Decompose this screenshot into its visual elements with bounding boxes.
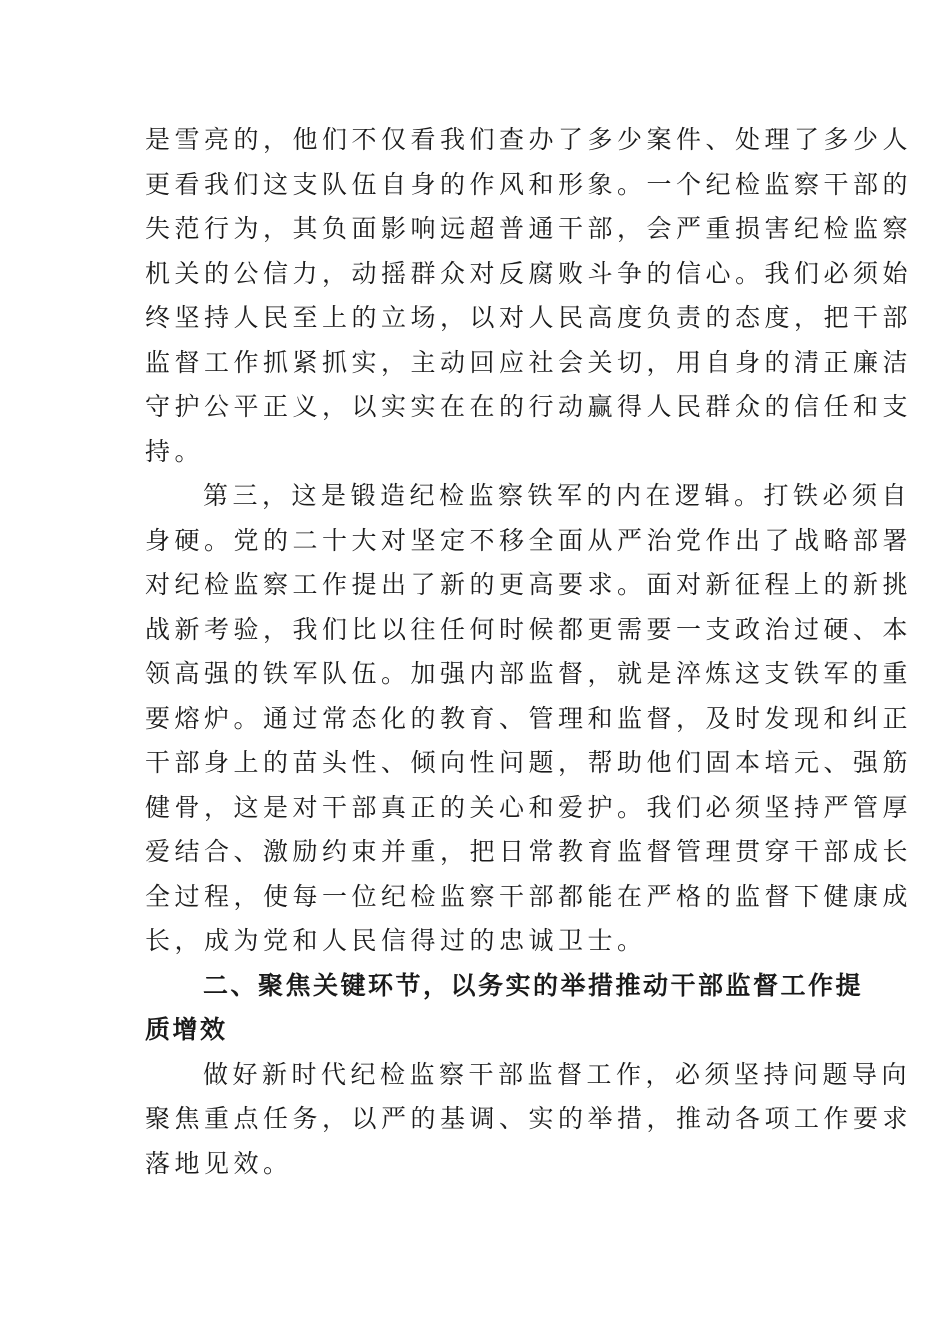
text-line: 要熔炉。通过常态化的教育、管理和监督，及时发现和纠正 xyxy=(145,703,913,733)
text-line-first: 第三，这是锻造纪检监察铁军的内在逻辑。打铁必须自 xyxy=(203,481,912,510)
section-heading xyxy=(145,964,864,1053)
text-line: 爱结合、激励约束并重，把日常教育监督管理贯穿干部成长 xyxy=(145,837,913,866)
text-line: 终坚持人民至上的立场，以对人民高度负责的态度，把干部 xyxy=(145,303,913,332)
paragraph-1 xyxy=(145,118,913,474)
text-line: 领高强的铁军队伍。加强内部监督，就是淬炼这支铁军的重 xyxy=(145,659,913,688)
heading-line-first: 二、聚焦关键环节，以务实的举措推动干部监督工作提 xyxy=(203,970,864,1000)
paragraph-3 xyxy=(145,1053,913,1187)
text-line: 更看我们这支队伍自身的作风和形象。一个纪检监察干部的 xyxy=(145,169,913,199)
text-line: 聚焦重点任务，以严的基调、实的举措，推动各项工作要求 xyxy=(145,1104,913,1133)
text-line: 守护公平正义，以实实在在的行动赢得人民群众的信任和支 xyxy=(145,392,913,421)
paragraph-2 xyxy=(145,474,913,964)
text-line-first: 做好新时代纪检监察干部监督工作，必须坚持问题导向 xyxy=(203,1059,912,1089)
text-line: 健骨，这是对干部真正的关心和爱护。我们必须坚持严管厚 xyxy=(145,792,913,822)
document-body xyxy=(145,118,913,1186)
text-line: 身硬。党的二十大对坚定不移全面从严治党作出了战略部署 xyxy=(145,525,913,555)
text-line: 监督工作抓紧抓实，主动回应社会关切，用自身的清正廉洁 xyxy=(145,347,913,377)
text-line: 对纪检监察工作提出了新的更高要求。面对新征程上的新挑 xyxy=(145,570,913,599)
text-line: 全过程，使每一位纪检监察干部都能在严格的监督下健康成 xyxy=(145,881,913,911)
text-line: 长，成为党和人民信得过的忠诚卫士。 xyxy=(145,926,647,955)
text-line: 机关的公信力，动摇群众对反腐败斗争的信心。我们必须始 xyxy=(145,258,913,288)
text-line: 失范行为，其负面影响远超普通干部，会严重损害纪检监察 xyxy=(145,214,913,243)
text-line: 是雪亮的，他们不仅看我们查办了多少案件、处理了多少人 xyxy=(145,125,913,154)
heading-line: 质增效 xyxy=(145,1015,228,1044)
text-line: 持。 xyxy=(145,436,205,466)
text-line: 干部身上的苗头性、倾向性问题，帮助他们固本培元、强筋 xyxy=(145,748,913,777)
text-line: 落地见效。 xyxy=(145,1148,293,1178)
text-line: 战新考验，我们比以往任何时候都更需要一支政治过硬、本 xyxy=(145,614,913,644)
